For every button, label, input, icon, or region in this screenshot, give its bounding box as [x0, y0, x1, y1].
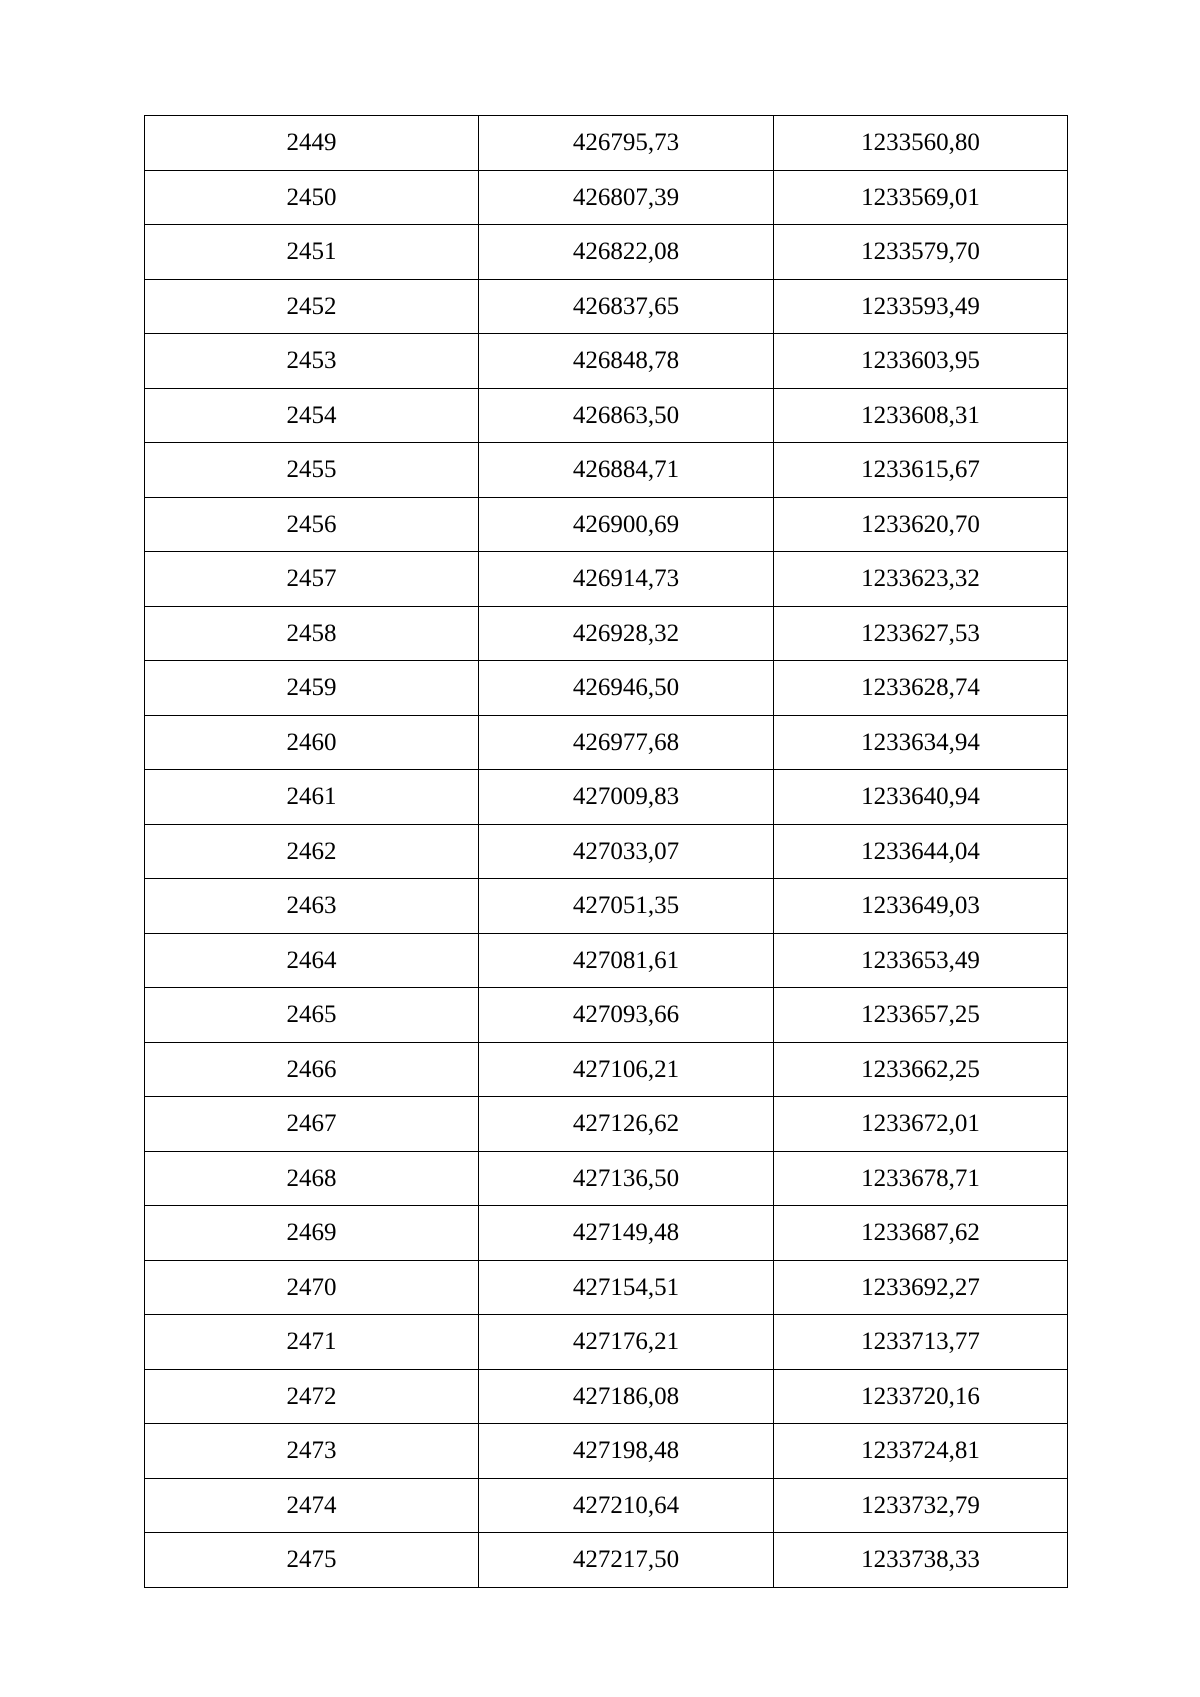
- table-row: [145, 661, 1068, 716]
- y-coordinate-cell: 1233687,62: [774, 1206, 1068, 1261]
- point-number-cell: 2465: [145, 988, 479, 1043]
- y-coordinate-cell: 1233657,25: [774, 988, 1068, 1043]
- point-number-cell: 2469: [145, 1206, 479, 1261]
- point-number-cell: 2458: [145, 606, 479, 661]
- y-coordinate-cell: 1233662,25: [774, 1042, 1068, 1097]
- point-number-cell: 2453: [145, 334, 479, 389]
- y-coordinate-cell: 1233692,27: [774, 1260, 1068, 1315]
- y-coordinate-cell: 1233634,94: [774, 715, 1068, 770]
- x-coordinate-cell: 426884,71: [479, 443, 774, 498]
- x-coordinate-cell: 427136,50: [479, 1151, 774, 1206]
- table-row: [145, 170, 1068, 225]
- x-coordinate-cell: 426795,73: [479, 116, 774, 171]
- x-coordinate-cell: 427210,64: [479, 1478, 774, 1533]
- table-row: [145, 1151, 1068, 1206]
- point-number-cell: 2457: [145, 552, 479, 607]
- y-coordinate-cell: 1233579,70: [774, 225, 1068, 280]
- point-number-cell: 2454: [145, 388, 479, 443]
- x-coordinate-cell: 427106,21: [479, 1042, 774, 1097]
- point-number-cell: 2475: [145, 1533, 479, 1588]
- y-coordinate-cell: 1233672,01: [774, 1097, 1068, 1152]
- point-number-cell: 2468: [145, 1151, 479, 1206]
- coordinates-table: [144, 115, 1068, 1588]
- table-row: [145, 1260, 1068, 1315]
- point-number-cell: 2452: [145, 279, 479, 334]
- table-row: [145, 552, 1068, 607]
- y-coordinate-cell: 1233738,33: [774, 1533, 1068, 1588]
- table-row: [145, 606, 1068, 661]
- table-row: [145, 497, 1068, 552]
- table-row: [145, 824, 1068, 879]
- x-coordinate-cell: 427198,48: [479, 1424, 774, 1479]
- y-coordinate-cell: 1233644,04: [774, 824, 1068, 879]
- point-number-cell: 2471: [145, 1315, 479, 1370]
- y-coordinate-cell: 1233649,03: [774, 879, 1068, 934]
- table-row: [145, 1206, 1068, 1261]
- point-number-cell: 2450: [145, 170, 479, 225]
- x-coordinate-cell: 426946,50: [479, 661, 774, 716]
- point-number-cell: 2460: [145, 715, 479, 770]
- x-coordinate-cell: 426900,69: [479, 497, 774, 552]
- table-row: [145, 1315, 1068, 1370]
- y-coordinate-cell: 1233732,79: [774, 1478, 1068, 1533]
- x-coordinate-cell: 427051,35: [479, 879, 774, 934]
- y-coordinate-cell: 1233713,77: [774, 1315, 1068, 1370]
- y-coordinate-cell: 1233620,70: [774, 497, 1068, 552]
- table-row: [145, 879, 1068, 934]
- table-row: [145, 988, 1068, 1043]
- y-coordinate-cell: 1233678,71: [774, 1151, 1068, 1206]
- point-number-cell: 2456: [145, 497, 479, 552]
- x-coordinate-cell: 426928,32: [479, 606, 774, 661]
- y-coordinate-cell: 1233615,67: [774, 443, 1068, 498]
- x-coordinate-cell: 426914,73: [479, 552, 774, 607]
- y-coordinate-cell: 1233640,94: [774, 770, 1068, 825]
- y-coordinate-cell: 1233720,16: [774, 1369, 1068, 1424]
- table-row: [145, 1369, 1068, 1424]
- table-row: [145, 715, 1068, 770]
- table-row: [145, 1478, 1068, 1533]
- point-number-cell: 2463: [145, 879, 479, 934]
- y-coordinate-cell: 1233627,53: [774, 606, 1068, 661]
- table-row: [145, 933, 1068, 988]
- table-row: [145, 1533, 1068, 1588]
- point-number-cell: 2461: [145, 770, 479, 825]
- table-row: [145, 388, 1068, 443]
- x-coordinate-cell: 427093,66: [479, 988, 774, 1043]
- coordinates-table-body: [145, 116, 1068, 1588]
- y-coordinate-cell: 1233724,81: [774, 1424, 1068, 1479]
- x-coordinate-cell: 427154,51: [479, 1260, 774, 1315]
- point-number-cell: 2449: [145, 116, 479, 171]
- table-row: [145, 279, 1068, 334]
- x-coordinate-cell: 427033,07: [479, 824, 774, 879]
- x-coordinate-cell: 426837,65: [479, 279, 774, 334]
- table-row: [145, 116, 1068, 171]
- table-row: [145, 1424, 1068, 1479]
- x-coordinate-cell: 426863,50: [479, 388, 774, 443]
- point-number-cell: 2474: [145, 1478, 479, 1533]
- x-coordinate-cell: 426807,39: [479, 170, 774, 225]
- x-coordinate-cell: 427186,08: [479, 1369, 774, 1424]
- x-coordinate-cell: 426822,08: [479, 225, 774, 280]
- y-coordinate-cell: 1233560,80: [774, 116, 1068, 171]
- y-coordinate-cell: 1233593,49: [774, 279, 1068, 334]
- y-coordinate-cell: 1233623,32: [774, 552, 1068, 607]
- x-coordinate-cell: 426977,68: [479, 715, 774, 770]
- y-coordinate-cell: 1233569,01: [774, 170, 1068, 225]
- point-number-cell: 2466: [145, 1042, 479, 1097]
- y-coordinate-cell: 1233653,49: [774, 933, 1068, 988]
- table-row: [145, 1097, 1068, 1152]
- table-row: [145, 225, 1068, 280]
- x-coordinate-cell: 426848,78: [479, 334, 774, 389]
- table-row: [145, 770, 1068, 825]
- y-coordinate-cell: 1233608,31: [774, 388, 1068, 443]
- y-coordinate-cell: 1233603,95: [774, 334, 1068, 389]
- point-number-cell: 2459: [145, 661, 479, 716]
- point-number-cell: 2470: [145, 1260, 479, 1315]
- y-coordinate-cell: 1233628,74: [774, 661, 1068, 716]
- point-number-cell: 2473: [145, 1424, 479, 1479]
- x-coordinate-cell: 427009,83: [479, 770, 774, 825]
- table-row: [145, 334, 1068, 389]
- point-number-cell: 2472: [145, 1369, 479, 1424]
- table-row: [145, 443, 1068, 498]
- x-coordinate-cell: 427217,50: [479, 1533, 774, 1588]
- point-number-cell: 2455: [145, 443, 479, 498]
- point-number-cell: 2451: [145, 225, 479, 280]
- x-coordinate-cell: 427126,62: [479, 1097, 774, 1152]
- point-number-cell: 2462: [145, 824, 479, 879]
- x-coordinate-cell: 427081,61: [479, 933, 774, 988]
- x-coordinate-cell: 427176,21: [479, 1315, 774, 1370]
- point-number-cell: 2467: [145, 1097, 479, 1152]
- x-coordinate-cell: 427149,48: [479, 1206, 774, 1261]
- table-row: [145, 1042, 1068, 1097]
- point-number-cell: 2464: [145, 933, 479, 988]
